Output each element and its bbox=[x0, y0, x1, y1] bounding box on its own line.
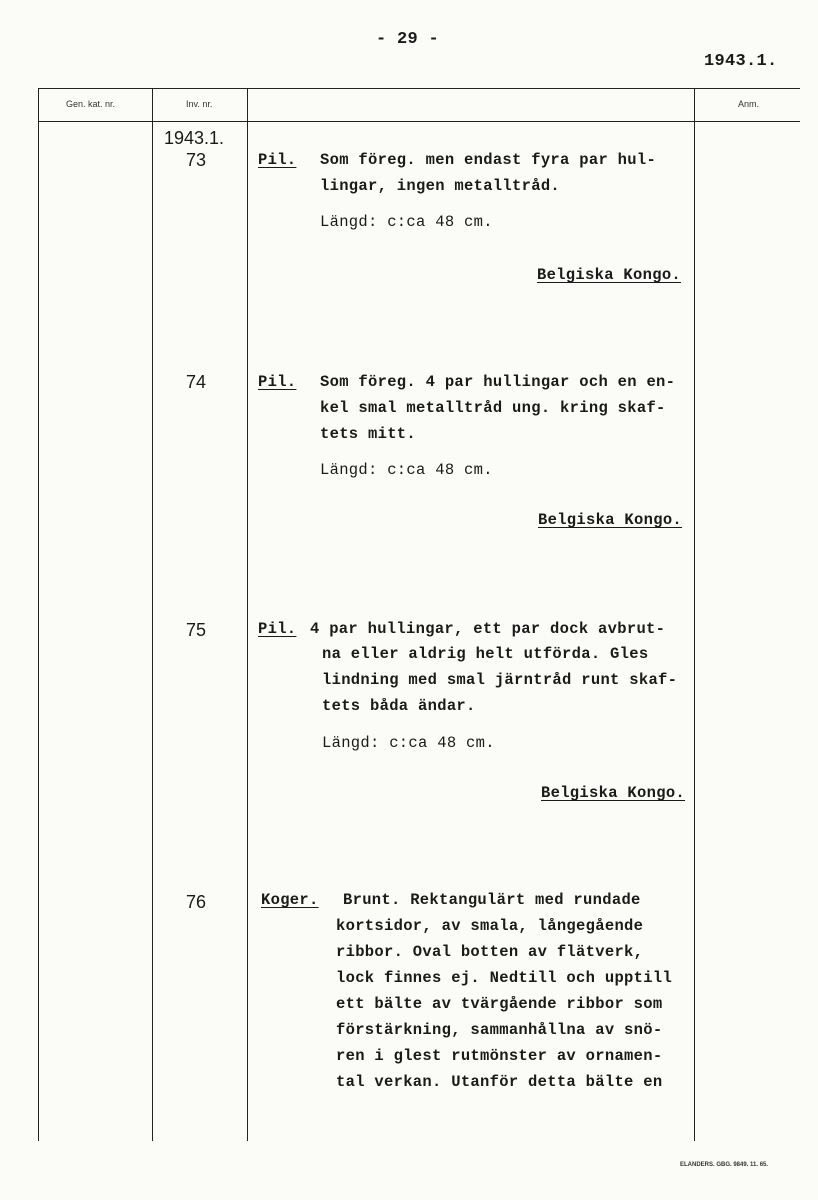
page-number: - 29 - bbox=[376, 30, 440, 49]
header-anm: Anm. bbox=[738, 99, 760, 109]
entry-label: Pil. bbox=[258, 151, 297, 169]
entry-origin: Belgiska Kongo. bbox=[537, 266, 682, 284]
entry-line: 4 par hullingar, ett par dock avbrut- bbox=[310, 620, 666, 638]
entry-line: förstärkning, sammanhållna av snö- bbox=[336, 1021, 663, 1039]
entry-number: 75 bbox=[186, 620, 207, 640]
entry-line: lock finnes ej. Nedtill och upptill bbox=[336, 969, 673, 987]
entry-origin: Belgiska Kongo. bbox=[541, 784, 686, 802]
entry-line: Som föreg. men endast fyra par hul- bbox=[320, 151, 657, 169]
entry-line: tets mitt. bbox=[320, 425, 417, 443]
printer-footer: ELANDERS. GBG. 9849. 11. 65. bbox=[680, 1162, 769, 1168]
entry-line: ribbor. Oval botten av flätverk, bbox=[336, 943, 644, 961]
entry-label: Koger. bbox=[261, 891, 319, 909]
entry-label: Pil. bbox=[258, 620, 297, 638]
column-divider-inv bbox=[247, 88, 248, 1141]
entry-line: lingar, ingen metalltråd. bbox=[320, 177, 561, 195]
entry-number: 74 bbox=[186, 372, 207, 392]
entry-length: Längd: c:ca 48 cm. bbox=[322, 734, 495, 752]
column-divider-gen-kat bbox=[152, 88, 153, 1141]
column-divider-anm bbox=[694, 88, 695, 1141]
entry-line: kel smal metalltråd ung. kring skaf- bbox=[320, 399, 666, 417]
entry-length: Längd: c:ca 48 cm. bbox=[320, 461, 493, 479]
section-year: 1943.1. bbox=[164, 128, 225, 148]
entry-line: na eller aldrig helt utförda. Gles bbox=[322, 645, 649, 663]
entry-line: tets båda ändar. bbox=[322, 697, 476, 715]
entry-length: Längd: c:ca 48 cm. bbox=[320, 213, 493, 231]
entry-line: ren i glest rutmönster av ornamen- bbox=[336, 1047, 663, 1065]
entry-line: kortsidor, av smala, långegående bbox=[336, 917, 644, 935]
year-reference: 1943.1. bbox=[704, 52, 778, 71]
header-inv: Inv. nr. bbox=[186, 99, 213, 109]
entry-origin: Belgiska Kongo. bbox=[538, 511, 683, 529]
column-divider-left bbox=[38, 88, 39, 1141]
entry-line: Brunt. Rektangulärt med rundade bbox=[343, 891, 641, 909]
entry-line: lindning med smal järntråd runt skaf- bbox=[322, 671, 678, 689]
entry-number: 76 bbox=[186, 892, 207, 912]
entry-line: ett bälte av tvärgående ribbor som bbox=[336, 995, 663, 1013]
entry-line: tal verkan. Utanför detta bälte en bbox=[336, 1073, 663, 1091]
entry-number: 73 bbox=[186, 150, 207, 170]
entry-label: Pil. bbox=[258, 373, 297, 391]
header-gen-kat: Gen. kat. nr. bbox=[66, 99, 116, 109]
entry-line: Som föreg. 4 par hullingar och en en- bbox=[320, 373, 676, 391]
